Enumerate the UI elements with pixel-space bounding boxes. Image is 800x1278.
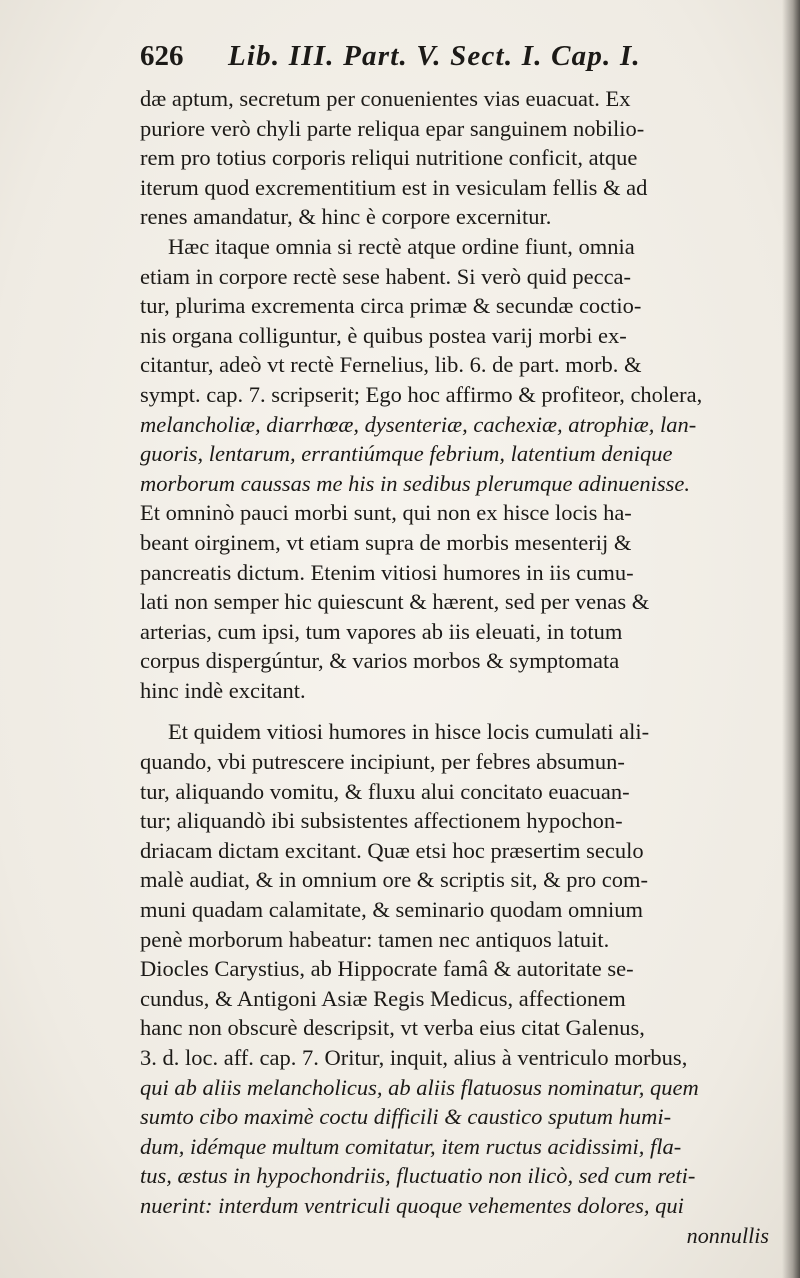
paragraph-1 xyxy=(140,84,765,232)
text-line: qui ab aliis melancholicus, ab aliis flatuosus nominatur, quem xyxy=(140,1074,699,1100)
text-line: beant oirginem, vt etiam supra de morbis mesenterij & xyxy=(140,529,632,555)
text-line: pancreatis dictum. Etenim vitiosi humores in iis cumu- xyxy=(140,559,634,585)
text-line: guoris, lentarum, errantiúmque febrium, latentium denique xyxy=(140,441,673,467)
text-line: sumto cibo maximè coctu difficili & caustico sputum humi- xyxy=(140,1104,672,1130)
text-line: melancholiæ, diarrhœæ, dysenteriæ, cachexiæ, atrophiæ, lan- xyxy=(140,411,697,437)
text-line: penè morborum habeatur: tamen nec antiquos latuit. xyxy=(140,926,610,952)
text-line: corpus dispergúntur, & varios morbos & symptomata xyxy=(140,648,620,674)
text-line: etiam in corpore rectè sese habent. Si verò quid pecca- xyxy=(140,263,632,289)
text-line: renes amandatur, & hinc è corpore excernitur. xyxy=(140,204,552,230)
text-line: tus, æstus in hypochondriis, fluctuatio non ilicò, sed cum reti- xyxy=(140,1163,696,1189)
paragraph-3 xyxy=(140,717,765,1220)
text-line: muni quadam calamitate, & seminario quodam omnium xyxy=(140,897,644,923)
body-text xyxy=(140,84,769,1250)
text-line: cundus, & Antigoni Asiæ Regis Medicus, affectionem xyxy=(140,985,626,1011)
text-line: malè audiat, & in omnium ore & scriptis sit, & pro com- xyxy=(140,867,649,893)
text-line: tur, aliquando vomitu, & fluxu alui concitato euacuan- xyxy=(140,778,630,804)
text-line: Diocles Carystius, ab Hippocrate famâ & autoritate se- xyxy=(140,956,634,982)
text-line: Hæc itaque omnia si rectè atque ordine fiunt, omnia xyxy=(168,233,635,259)
text-line: iterum quod excrementitium est in vesiculam fellis & ad xyxy=(140,174,648,200)
text-line: 3. d. loc. aff. cap. 7. Oritur, inquit, alius à ventriculo morbus, xyxy=(140,1045,688,1070)
text-line: hanc non obscurè descripsit, vt verba eius citat Galenus, xyxy=(140,1015,645,1041)
page-number: 626 xyxy=(140,40,184,72)
paragraph-2 xyxy=(140,232,765,706)
paragraph-gap xyxy=(140,705,765,717)
text-line: puriore verò chyli parte reliqua epar sanguinem nobilio- xyxy=(140,115,645,141)
page-gutter-shadow xyxy=(782,0,800,1278)
text-line: hinc indè excitant. xyxy=(140,677,306,703)
running-title: Lib. III. Part. V. Sect. I. Cap. I. xyxy=(228,40,641,72)
text-line: tur, plurima excrementa circa primæ & secundæ coctio- xyxy=(140,293,642,319)
text-line: lati non semper hic quiescunt & hærent, sed per venas & xyxy=(140,589,650,615)
text-line: tur; aliquandò ibi subsistentes affectionem hypochon- xyxy=(140,808,623,834)
text-line: driacam dictam excitant. Quæ etsi hoc præsertim seculo xyxy=(140,837,644,863)
text-line: sympt. cap. 7. scripserit; Ego hoc affirmo & profiteor, cholera, xyxy=(140,381,703,407)
text-line: citantur, adeò vt rectè Fernelius, lib. 6. de part. morb. & xyxy=(140,352,642,378)
text-line: Et quidem vitiosi humores in hisce locis cumulati ali- xyxy=(168,719,650,745)
catchword: nonnullis xyxy=(686,1222,769,1248)
text-line: nuerint: interdum ventriculi quoque vehementes dolores, qui xyxy=(140,1192,684,1218)
text-line: Et omninò pauci morbi sunt, qui non ex hisce locis ha- xyxy=(140,500,632,526)
text-line: dum, idémque multum comitatur, item ructus acidissimi, fla- xyxy=(140,1133,682,1159)
text-line: dæ aptum, secretum per conuenientes vias euacuat. Ex xyxy=(140,86,631,111)
text-line: rem pro totius corporis reliqui nutritione conficit, atque xyxy=(140,145,638,171)
page-header xyxy=(140,40,700,78)
text-line: quando, vbi putrescere incipiunt, per febres absumun- xyxy=(140,749,625,775)
text-line: nis organa colliguntur, è quibus postea varij morbi ex- xyxy=(140,322,627,348)
text-line: morborum caussas me his in sedibus plerumque adinuenisse. xyxy=(140,470,690,496)
text-line: arterias, cum ipsi, tum vapores ab iis eleuati, in totum xyxy=(140,618,623,644)
